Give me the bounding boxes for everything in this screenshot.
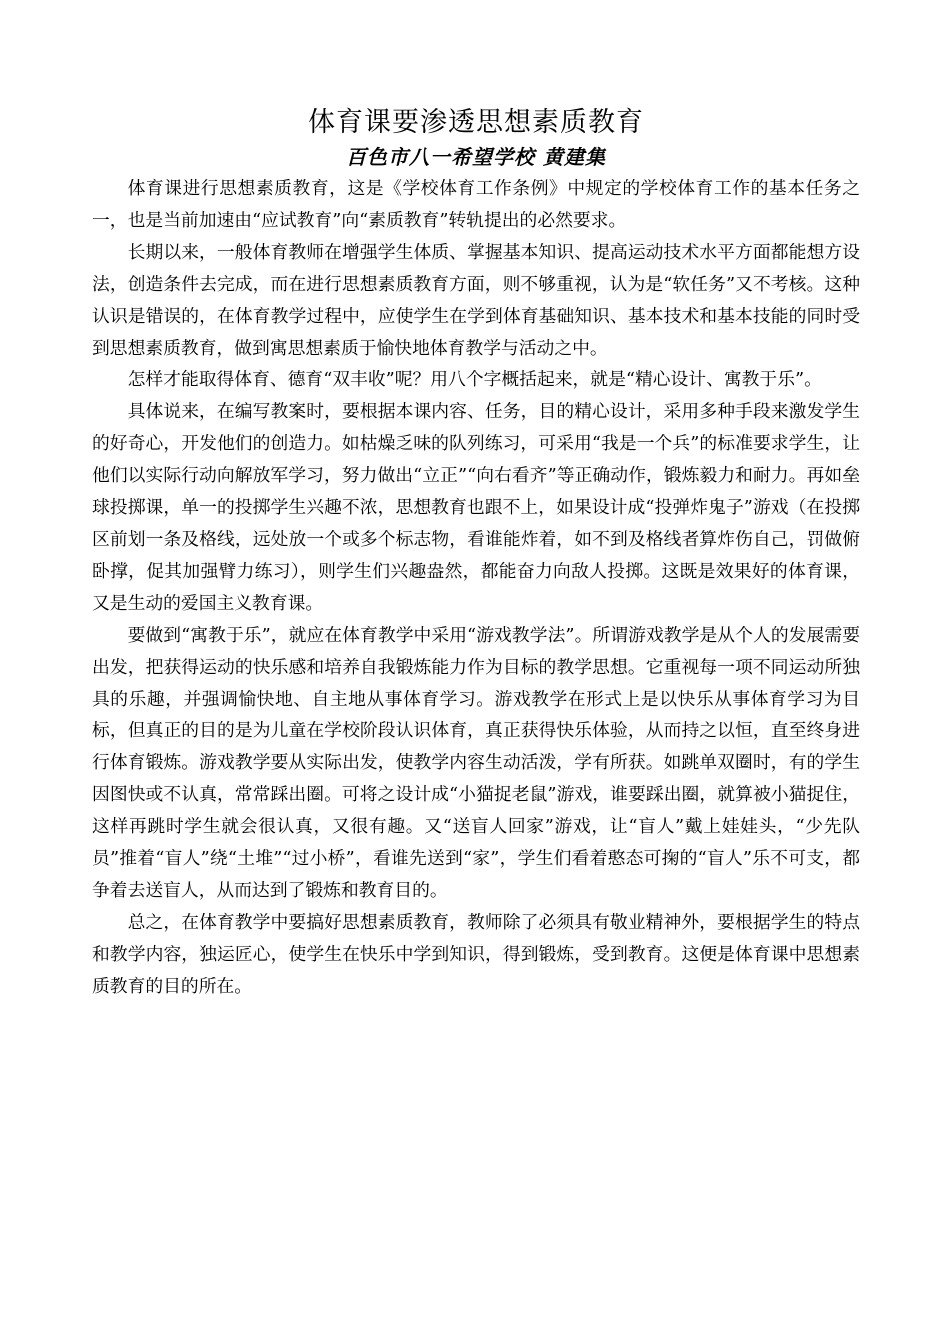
paragraph-1: 体育课进行思想素质教育，这是《学校体育工作条例》中规定的学校体育工作的基本任务之一，也是当前加速由“应试教育”向“素质教育”转轨提出的必然要求。 xyxy=(92,178,860,231)
paragraph-6: 总之，在体育教学中要搞好思想素质教育，教师除了必须具有敬业精神外，要根据学生的特点和教学内容，独运匠心，使学生在快乐中学到知识，得到锻炼，受到教育。这便是体育课中思想素质教育的目的所在。 xyxy=(92,911,860,997)
paragraph-3: 怎样才能取得体育、德育“双丰收”呢？用八个字概括起来，就是“精心设计、寓教于乐”。 xyxy=(127,369,822,391)
paragraph-4: 具体说来，在编写教案时，要根据本课内容、任务，目的精心设计，采用多种手段来激发学生的好奇心，开发他们的创造力。如枯燥乏味的队列练习，可采用“我是一个兵”的标准要求学生，让他们以实际行动向解放军学习，努力做出“立正”“向右看齐”等正确动作，锻炼毅力和耐力。再如垒球投掷课，单一的投掷学生兴趣不浓，思想教育也跟不上，如果设计成“投弹炸鬼子”游戏（在投掷区前划一条及格线，远处放一个或多个标志物，看谁能炸着，如不到及格线者算炸伤自己，罚做俯卧撑，促其加强臂力练习），则学生们兴趣盎然，都能奋力向敌人投掷。这既是效果好的体育课，又是生动的爱国主义教育课。 xyxy=(92,401,860,614)
paragraph-2: 长期以来，一般体育教师在增强学生体质、掌握基本知识、提高运动技术水平方面都能想方设法，创造条件去完成，而在进行思想素质教育方面，则不够重视，认为是“软任务”又不考核。这种认识是错误的，在体育教学过程中，应使学生在学到体育基础知识、基本技术和基本技能的同时受到思想素质教育，做到寓思想素质于愉快地体育教学与活动之中。 xyxy=(92,241,860,359)
author-byline: 百色市八一希望学校 黄建集 xyxy=(346,145,606,169)
page-title: 体育课要渗透思想素质教育 xyxy=(308,107,644,138)
paragraph-5: 要做到“寓教于乐”，就应在体育教学中采用“游戏教学法”。所谓游戏教学是从个人的发展需要出发，把获得运动的快乐感和培养自我锻炼能力作为目标的教学思想。它重视每一项不同运动所独具的乐趣，并强调愉快地、自主地从事体育学习。游戏教学在形式上是以快乐从事体育学习为目标，但真正的目的是为儿童在学校阶段认识体育，真正获得快乐体验，从而持之以恒，直至终身进行体育锻炼。游戏教学要从实际出发，使教学内容生动活泼，学有所获。如跳单双圈时，有的学生因图快或不认真，常常踩出圈。可将之设计成“小猫捉老鼠”游戏，谁要踩出圈，就算被小猫捉住，这样再跳时学生就会很认真，又很有趣。又“送盲人回家”游戏，让“盲人”戴上娃娃头，“少先队员”推着“盲人”绕“土堆”“过小桥”，看谁先送到“家”，学生们看着憨态可掬的“盲人”乐不可支，都争着去送盲人，从而达到了锻炼和教育目的。 xyxy=(92,624,860,901)
